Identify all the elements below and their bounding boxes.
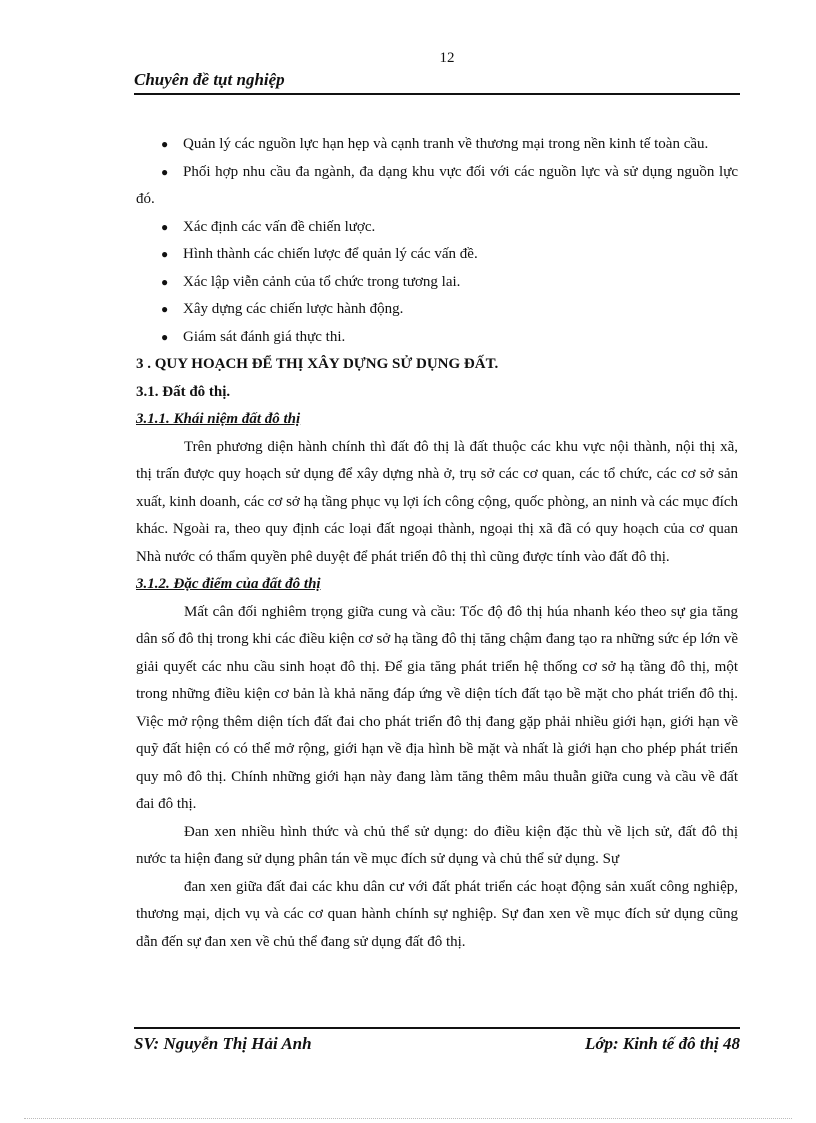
subsection-2-paragraph-1: Mất cân đối nghiêm trọng giữa cung và cầu: Tốc độ đô thị húa nhanh kéo theo sự gia tăng dân số đô thị trong khi các điều kiện cơ sở hạ tầng đô thị tăng chậm đang tạo ra những sức ép lớn về giải quyết các nhu cầu sinh hoạt đô thị. Để gia tăng phát triển hệ thống cơ sở hạ tầng đô thị, một trong những điều kiện cơ bản là khả năng đáp ứng về diện tích đất tạo bề mặt cho phát triển đô thị. Việc mở rộng thêm diện tích đất đai cho phát triển đô thị đang gặp phải nhiều giới hạn, giới hạn về quỹ đất hiện có có thể mở rộng, giới hạn về địa hình bề mặt và nhất là giới hạn cho phép phát triển quy mô đô thị. Chính những giới hạn này đang làm tăng thêm mâu thuẫn giữa cung và cầu về đất đai đô thị. [136, 603, 738, 812]
bullet-item: ● Giám sát đánh giá thực thi. [136, 324, 738, 352]
subsection-1-heading: 3.1.1. Khái niệm đất đô thị [136, 411, 301, 427]
page-edge [24, 1118, 792, 1119]
bullet-icon: ● [161, 247, 169, 261]
subsection-2-heading: 3.1.2. Đặc điểm của đất đô thị [136, 576, 321, 592]
footer-class: Lớp: Kinh tế đô thị 48 [584, 1034, 740, 1053]
bullet-icon: ● [161, 137, 169, 151]
bullet-icon: ● [161, 329, 169, 344]
header-rule [134, 93, 740, 95]
footer-student: SV: Nguyễn Thị Hải Anh [134, 1034, 312, 1053]
bullet-item: ● Phối hợp nhu cầu đa ngành, đa dạng khu vực đối với các nguồn lực và sử dụng nguồn lực đó. [136, 159, 738, 214]
document-body [136, 131, 738, 956]
bullet-item: ● Xác định các vấn đề chiến lược. [136, 214, 738, 242]
subsection-heading: 3.1. Đất đô thị. [136, 383, 231, 400]
subsection-1-paragraph: Trên phương diện hành chính thì đất đô thị là đất thuộc các khu vực nội thành, nội thị xã, thị trấn được quy hoạch sử dụng để xây dựng nhà ở, trụ sở các cơ quan, các tổ chức, các cơ sở sản xuất, kinh doanh, các cơ sở hạ tầng phục vụ lợi ích công cộng, quốc phòng, an ninh và các mục đích khác. Ngoài ra, theo quy định các loại đất ngoại thành, ngoại thị xã đã có quy hoạch của cơ quan Nhà nước có thẩm quyền phê duyệt để phát triển đô thị thì cũng được tính vào đất đô thị. [136, 438, 738, 565]
bullet-item: ● Quản lý các nguồn lực hạn hẹp và cạnh tranh về thương mại trong nền kinh tế toàn cầu. [136, 131, 738, 159]
footer-rule [134, 1027, 740, 1029]
bullet-item: ● Xác lập viễn cảnh của tổ chức trong tương lai. [136, 269, 738, 297]
bullet-icon: ● [161, 164, 169, 179]
subsection-2-paragraph-3: đan xen giữa đất đai các khu dân cư với đất phát triển các hoạt động sản xuất công nghiệp, thương mại, dịch vụ và các cơ quan hành chính sự nghiệp. Sự đan xen về mục đích sử dụng cũng dẫn đến sự đan xen về chủ thể đang sử dụng đất đô thị. [136, 878, 738, 950]
page-number: 12 [439, 50, 455, 66]
bullet-item: ● Hình thành các chiến lược để quản lý các vấn đề. [136, 241, 738, 269]
bullet-icon: ● [161, 274, 169, 289]
header-title: Chuyên đề tụt nghiệp [134, 70, 285, 89]
bullet-icon: ● [161, 219, 169, 234]
bullet-item: ● Xây dựng các chiến lược hành động. [136, 296, 738, 324]
bullet-icon: ● [161, 302, 169, 316]
subsection-2-paragraph-2: Đan xen nhiều hình thức và chủ thể sử dụng: do điều kiện đặc thù về lịch sử, đất đô thị nước ta hiện đang sử dụng phân tán về mục đích sử dụng và chủ thể sử dụng. Sự [136, 823, 738, 867]
section-heading: 3 . QUY HOẠCH ĐỂ THỊ XÂY DỰNG SỬ DỤNG ĐẤT. [136, 356, 499, 372]
